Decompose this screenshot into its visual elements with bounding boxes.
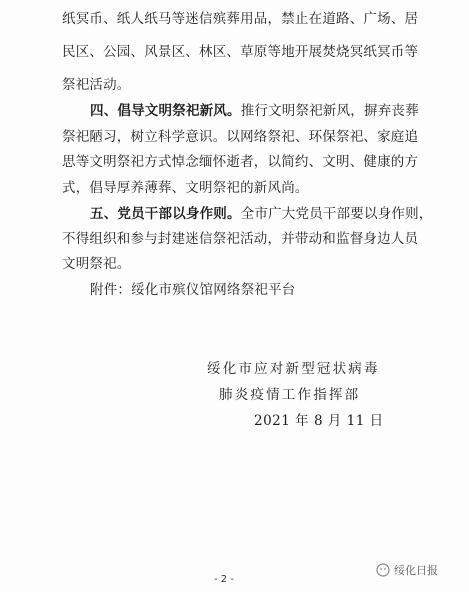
signature-organization-line1: 绥化市应对新型冠状病毒 [207,361,380,377]
section-four-text: 推行文明祭祀新风，摒弃丧葬 [240,103,419,119]
paragraph-line: 不得组织和参与封建迷信祭祀活动，并带动和监督身边人员 [62,231,419,247]
paragraph-line: 祭祀活动。 [62,77,131,93]
watermark-label: 绥化日报 [394,564,438,577]
section-four-first-line [90,102,419,120]
signature-date: 2021 年 8 月 11 日 [254,413,384,429]
section-five-text: 全市广大党员干部要以身作则， [240,206,433,222]
source-watermark [376,562,438,578]
paragraph-line: 思等文明祭祀方式悼念缅怀逝者，以简约、文明、健康的方 [62,154,419,170]
section-four-heading: 四、倡导文明祭祀新风。 [90,103,241,119]
section-five-heading: 五、党员干部以身作则。 [90,206,241,222]
paragraph-line: 文明祭祀。 [62,256,131,272]
signature-organization-line2: 肺炎疫情工作指挥部 [219,387,361,403]
attachment-line: 附件：绥化市殡仪馆网络祭祀平台 [90,282,296,298]
paragraph-line: 民区、公园、风景区、林区、草原等地开展焚烧冥纸冥币等 [62,44,419,60]
paragraph-line: 纸冥币、纸人纸马等迷信殡葬用品，禁止在道路、广场、居 [62,11,419,27]
wechat-icon [376,563,390,577]
paragraph-line: 式，倡导厚养薄葬、文明祭祀的新风尚。 [62,180,309,196]
paragraph-line: 祭祀陋习，树立科学意识。以网络祭祀、环保祭祀、家庭追 [62,129,419,145]
page-number: - 2 - [214,574,234,585]
section-five-first-line [90,205,433,223]
